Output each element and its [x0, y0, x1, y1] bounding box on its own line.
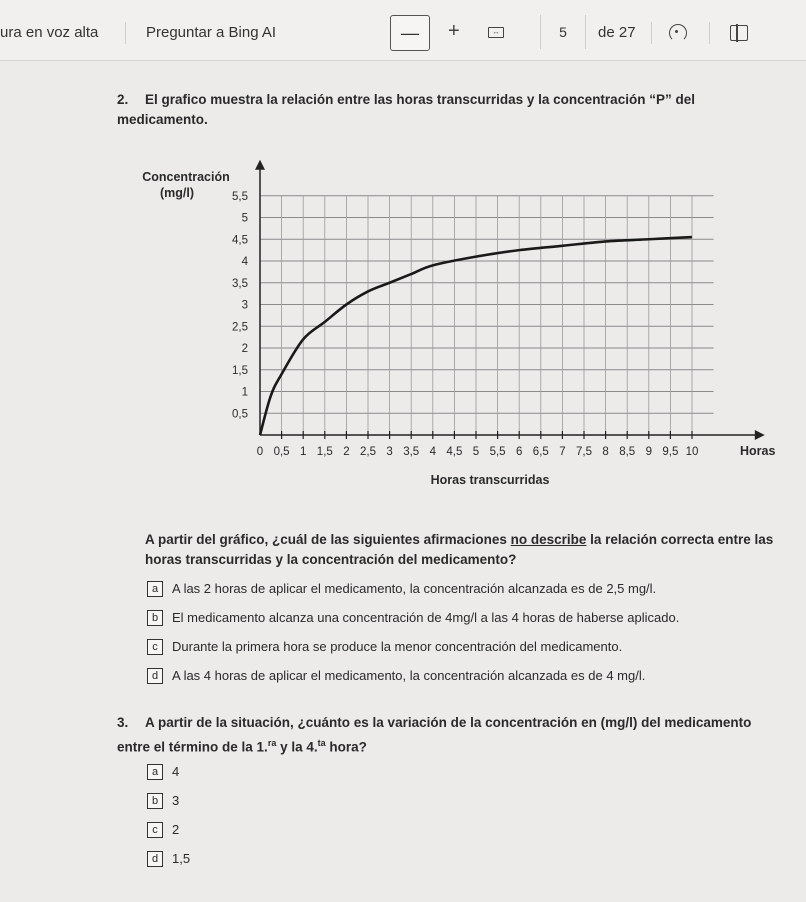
x-tick-label: 1,5	[316, 446, 333, 458]
ordinal-suffix: ta	[317, 738, 326, 748]
read-aloud-button[interactable]: ura en voz alta	[0, 24, 99, 41]
option-text: 4	[172, 764, 180, 780]
rotate-icon[interactable]	[669, 24, 687, 42]
x-tick-label: 3	[386, 446, 393, 458]
y-axis-label: Concentración	[142, 170, 230, 184]
y-tick-label: 4,5	[232, 234, 248, 247]
toolbar-divider	[125, 22, 126, 44]
option-text: A las 4 horas de aplicar el medicamento, la concentración alcanzada es de 4 mg/l.	[172, 668, 646, 684]
x-tick-label: 6,5	[532, 446, 549, 458]
toolbar-divider	[709, 22, 710, 44]
option-letter: a	[147, 764, 163, 780]
y-tick-label: 4	[241, 256, 248, 268]
y-tick-label: 5	[241, 212, 248, 225]
option-letter: b	[147, 793, 163, 809]
x-tick-label: 7	[559, 446, 566, 458]
x-tick-label: 9,5	[662, 446, 679, 458]
x-tick-label: 8,5	[619, 446, 636, 458]
prompt-underlined: no describe	[510, 532, 587, 547]
question-2	[117, 90, 787, 130]
option-2d[interactable]	[147, 667, 645, 684]
option-text: 3	[172, 793, 180, 809]
option-text: A las 2 horas de aplicar el medicamento, la concentración alcanzada es de 2,5 mg/l.	[172, 581, 657, 597]
concentration-chart	[110, 160, 780, 495]
x-tick-label: 4,5	[446, 446, 463, 458]
x-tick-label: 5,5	[489, 446, 506, 458]
y-axis-unit: (mg/l)	[159, 186, 195, 200]
y-axis-arrow	[255, 160, 265, 170]
option-3d[interactable]	[147, 850, 190, 867]
question-number: 3.	[117, 715, 129, 730]
page-view-icon[interactable]	[730, 25, 748, 41]
ordinal-suffix: ra	[267, 738, 277, 748]
minus-icon: —	[401, 22, 419, 43]
page-number-input[interactable]	[540, 15, 586, 49]
option-text: Durante la primera hora se produce la menor concentración del medicamento.	[172, 639, 623, 655]
prompt-text: A partir del gráfico, ¿cuál de las siguientes afirmaciones	[145, 532, 511, 547]
option-3c[interactable]	[147, 821, 179, 838]
x-tick-label: 8	[602, 446, 609, 458]
x-tick-label: 4	[429, 446, 437, 458]
option-text: El medicamento alcanza una concentración de 4mg/l a las 4 horas de haberse aplicado.	[172, 610, 680, 626]
zoom-in-button[interactable]: +	[448, 20, 460, 42]
option-2b[interactable]	[147, 609, 679, 626]
x-tick-label: 5	[472, 446, 480, 458]
question-text-mid: y la 4.	[276, 739, 318, 755]
option-letter: a	[147, 581, 163, 597]
x-axis-end-label: Horas	[740, 444, 776, 458]
option-text: 2	[172, 822, 180, 838]
zoom-out-button[interactable]	[390, 15, 430, 51]
chart-grid	[260, 196, 714, 439]
option-2a[interactable]	[147, 580, 656, 597]
x-tick-label: 2,5	[360, 446, 376, 458]
x-tick-label: 0,5	[273, 446, 290, 458]
question-number: 2.	[117, 92, 129, 107]
fit-width-icon[interactable]: ↔	[488, 27, 504, 38]
option-3a[interactable]	[147, 763, 179, 780]
x-tick-label: 10	[685, 446, 699, 458]
option-letter: c	[147, 639, 163, 655]
question-text: A partir de la situación, ¿cuánto es la variación de la concentración en (mg/l) del medicamento entre el término de la 1.	[117, 715, 752, 755]
x-tick-label: 1	[299, 446, 307, 458]
y-tick-label: 0,5	[232, 408, 248, 421]
reader-toolbar	[0, 0, 806, 61]
option-letter: b	[147, 610, 163, 626]
page-total: de 27	[598, 24, 636, 41]
y-tick-label: 2	[241, 343, 248, 355]
question-2-prompt	[145, 530, 785, 570]
y-tick-label: 3	[241, 299, 248, 312]
option-letter: d	[147, 851, 163, 867]
x-tick-label: 6	[515, 446, 523, 458]
question-text: El grafico muestra la relación entre las horas transcurridas y la concentración “P” del medicamento.	[117, 92, 695, 127]
x-tick-label: 9	[645, 446, 653, 458]
x-tick-label: 0	[256, 446, 264, 458]
toolbar-divider	[651, 22, 652, 44]
y-tick-label: 2,5	[232, 321, 248, 334]
option-text: 1,5	[172, 851, 191, 867]
option-letter: c	[147, 822, 163, 838]
y-tick-labels	[232, 191, 249, 421]
y-tick-label: 1	[241, 386, 248, 399]
question-3	[117, 713, 787, 758]
x-tick-labels	[257, 446, 699, 458]
y-tick-label: 1,5	[232, 364, 248, 377]
x-tick-label: 2	[343, 446, 350, 458]
y-tick-label: 5,5	[232, 190, 248, 203]
option-2c[interactable]	[147, 638, 622, 655]
option-letter: d	[147, 668, 163, 684]
y-tick-label: 3,5	[232, 277, 248, 290]
page-current: 5	[559, 24, 567, 40]
option-3b[interactable]	[147, 792, 179, 809]
x-axis-arrow	[755, 430, 765, 440]
question-text-end: hora?	[325, 739, 367, 755]
x-tick-label: 7,5	[576, 446, 592, 458]
x-axis-label: Horas transcurridas	[430, 473, 550, 487]
prompt-text-end: la relación correcta entre las horas transcurridas y la concentración del medicamento?	[145, 532, 774, 567]
ask-bing-button[interactable]: Preguntar a Bing AI	[146, 24, 277, 41]
x-tick-label: 3,5	[403, 446, 420, 458]
